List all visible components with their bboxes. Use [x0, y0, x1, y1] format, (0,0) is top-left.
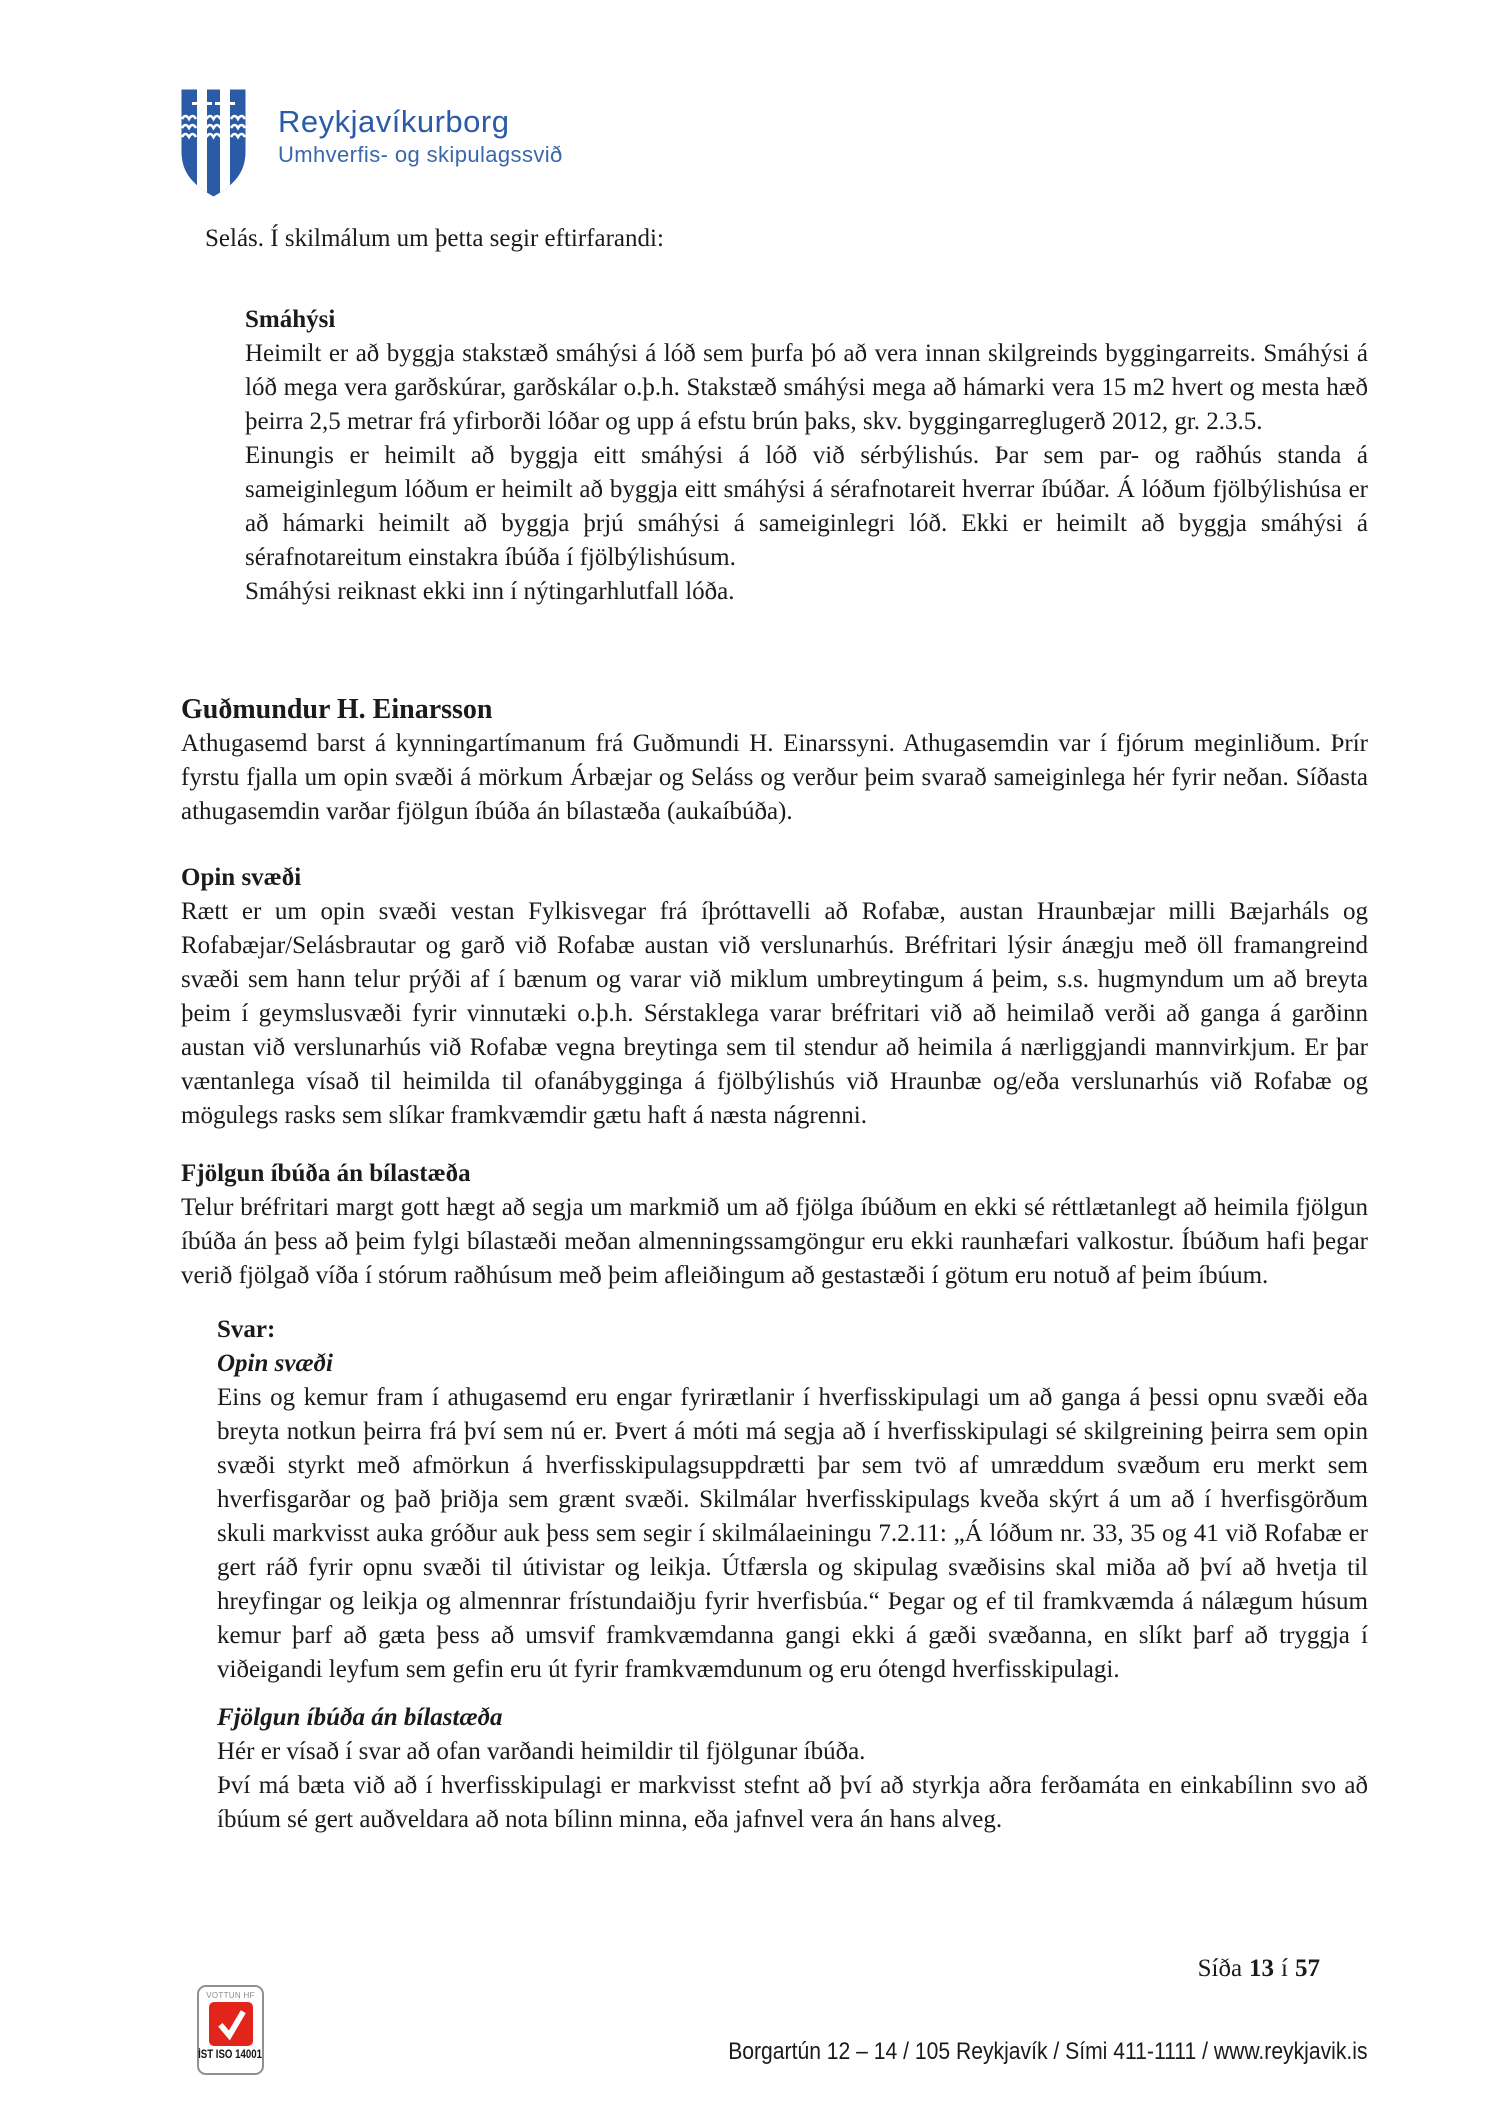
certification-issuer-label: VOTTUN HF: [206, 1991, 255, 2000]
svar-fjolgun-heading: Fjölgun íbúða án bílastæða: [217, 1704, 503, 1731]
einarsson-heading: Guðmundur H. Einarsson: [181, 694, 493, 725]
org-title-block: [278, 105, 563, 168]
certification-mark: [209, 2002, 253, 2046]
smahysi-paragraph-1: Heimilt er að byggja stakstæð smáhýsi á lóð sem þurfa þó að vera innan skilgreinds byggingarreits. Smáhýsi á lóð mega vera garðskúrar, garðskálar o.þ.h. Stakstæð smáhýsi mega að hámarki vera 15 m2 hvert og mesta hæð þeirra 2,5 metrar frá yfirborði lóðar og upp á efstu brún þaks, skv. byggingarreglugerð 2012, gr. 2.3.5.: [245, 340, 1368, 435]
iso-standard-label: ÍST ISO 14001: [198, 2049, 263, 2061]
page-number-total: 57: [1295, 1955, 1320, 1982]
svar-fjolgun-paragraph-2: Því má bæta við að í hverfisskipulagi er markvisst stefnt að því að styrkja aðra ferðamáta en einkabílinn svo að íbúum sé gert auðveldara að nota bílinn minna, eða jafnvel vera án hans alveg.: [217, 1772, 1368, 1833]
org-name: Reykjavíkurborg: [278, 104, 510, 139]
opin-svaedi-heading: Opin svæði: [181, 864, 302, 891]
section-fjolgun: [181, 1157, 1368, 1293]
einarsson-paragraph: Athugasemd barst á kynningartímanum frá Guðmundi H. Einarssyni. Athugasemdin var í fjórum meginliðum. Þrír fyrstu fjalla um opin svæði á mörkum Árbæjar og Seláss og verður þeim svarað sameiginlega hér fyrir neðan. Síðasta athugasemdin varðar fjölgun íbúða án bílastæða (aukaíbúða).: [181, 730, 1368, 825]
page-number: [1198, 1954, 1320, 1984]
smahysi-paragraph-2: Einungis er heimilt að byggja eitt smáhýsi á lóð við sérbýlishús. Þar sem par- og raðhús standa á sameiginlegum lóðum er heimilt að byggja eitt smáhýsi á sérafnotareit hverrar íbúðar. Á lóðum fjölbýlishúsa er að hámarki heimilt að byggja þrjú smáhýsi á sameiginlegri lóð. Ekki er heimilt að byggja smáhýsi á sérafnotareitum einstakra íbúða í fjölbýlishúsum.: [245, 442, 1368, 571]
svar-opin-heading: Opin svæði: [217, 1350, 333, 1377]
intro-paragraph: Selás. Í skilmálum um þetta segir eftirfarandi:: [205, 225, 664, 252]
fjolgun-paragraph: Telur bréfritari margt gott hægt að segja um markmið um að fjölga íbúðum en ekki sé réttlætanlegt að heimila fjölgun íbúða án þess að þeim fylgi bílastæði meðan almenningssamgöngur eru ekki raunhæfari valkostur. Íbúðum hafi þegar verið fjölgað víða í stórum raðhúsum með þeim afleiðingum að gestastæði í götum eru notuð af þeim íbúum.: [181, 1194, 1368, 1289]
section-svar: [217, 1313, 1368, 1837]
section-smahysi: [245, 303, 1368, 609]
smahysi-heading: Smáhýsi: [245, 306, 336, 333]
footer-address: Borgartún 12 – 14 / 105 Reykjavík / Sími 411-1111 / www.reykjavik.is: [728, 2038, 1368, 2065]
iso-certification-badge: [197, 1985, 264, 2075]
svar-label: Svar:: [217, 1316, 276, 1343]
fjolgun-heading: Fjölgun íbúða án bílastæða: [181, 1160, 471, 1187]
page-number-prefix: Síða: [1197, 1955, 1243, 1982]
section-einarsson: [181, 693, 1368, 829]
org-logo: [180, 88, 563, 198]
reykjavik-coat-of-arms-icon: [180, 88, 247, 198]
svar-opin-paragraph: Eins og kemur fram í athugasemd eru engar fyrirætlanir í hverfisskipulagi um að ganga á þessi opnu svæði eða breyta notkun þeirra frá því sem nú er. Þvert á móti má segja að í hverfisskipulagi sé skilgreining þeirra sem opin svæði styrkt með afmörkun á hverfisskipulagsuppdrætti þar sem tvö af umræddum svæðum eru merkt sem hverfisgarðar og það þriðja sem grænt svæði. Skilmálar hverfisskipulags kveða skýrt á um að í hverfisgörðum skuli markvisst auka gróður auk þess sem segir í skilmálaeiningu 7.2.11: „Á lóðum nr. 33, 35 og 41 við Rofabæ er gert ráð fyrir opnu svæði til útivistar og leikja. Útfærsla og skipulag svæðisins skal miða að því að hvetja til hreyfingar og leikja og almennrar frístundaiðju fyrir hverfisbúa.“ Þegar og ef til framkvæmda á nálægum húsum kemur þarf að gæta þess að umsvif framkvæmdanna gangi ekki á gæði svæðanna, en slíkt þarf að tryggja í viðeigandi leyfum sem gefin eru út fyrir framkvæmdunum og eru ótengd hverfisskipulagi.: [217, 1384, 1368, 1683]
org-department: Umhverfis- og skipulagssvið: [278, 142, 563, 167]
page-number-separator: í: [1281, 1955, 1288, 1982]
opin-svaedi-paragraph: Rætt er um opin svæði vestan Fylkisvegar frá íþróttavelli að Rofabæ, austan Hraunbæjar milli Bæjarháls og Rofabæjar/Selásbrautar og garð við Rofabæ austan við verslunarhús. Bréfritari lýsir ánægju með öll framangreind svæði sem hann telur prýði af í bænum og varar við miklum umbreytingum á þeim, s.s. hugmyndum um að breyta þeim í geymslusvæði fyrir vinnutæki o.þ.h. Sérstaklega varar bréfritari við að heimilað verði að ganga á garðinn austan við verslunarhús við Rofabæ vegna breytinga sem til stendur að heimila á nærliggjandi mannvirkjum. Er þar væntanlega vísað til heimilda til ofanábygginga á fjölbýlishús við Hraunbæ og/eða verslunarhús við Rofabæ og mögulegs rasks sem slíkar framkvæmdir gætu haft á næsta nágrenni.: [181, 898, 1368, 1129]
smahysi-paragraph-3: Smáhýsi reiknast ekki inn í nýtingarhlutfall lóða.: [245, 578, 735, 605]
section-opin-svaedi: [181, 861, 1368, 1133]
page-number-current: 13: [1249, 1955, 1275, 1982]
svar-fjolgun-paragraph-1: Hér er vísað í svar að ofan varðandi heimildir til fjölgunar íbúða.: [217, 1738, 866, 1765]
document-body: [181, 222, 1368, 1837]
checkmark-icon: [213, 2006, 249, 2042]
